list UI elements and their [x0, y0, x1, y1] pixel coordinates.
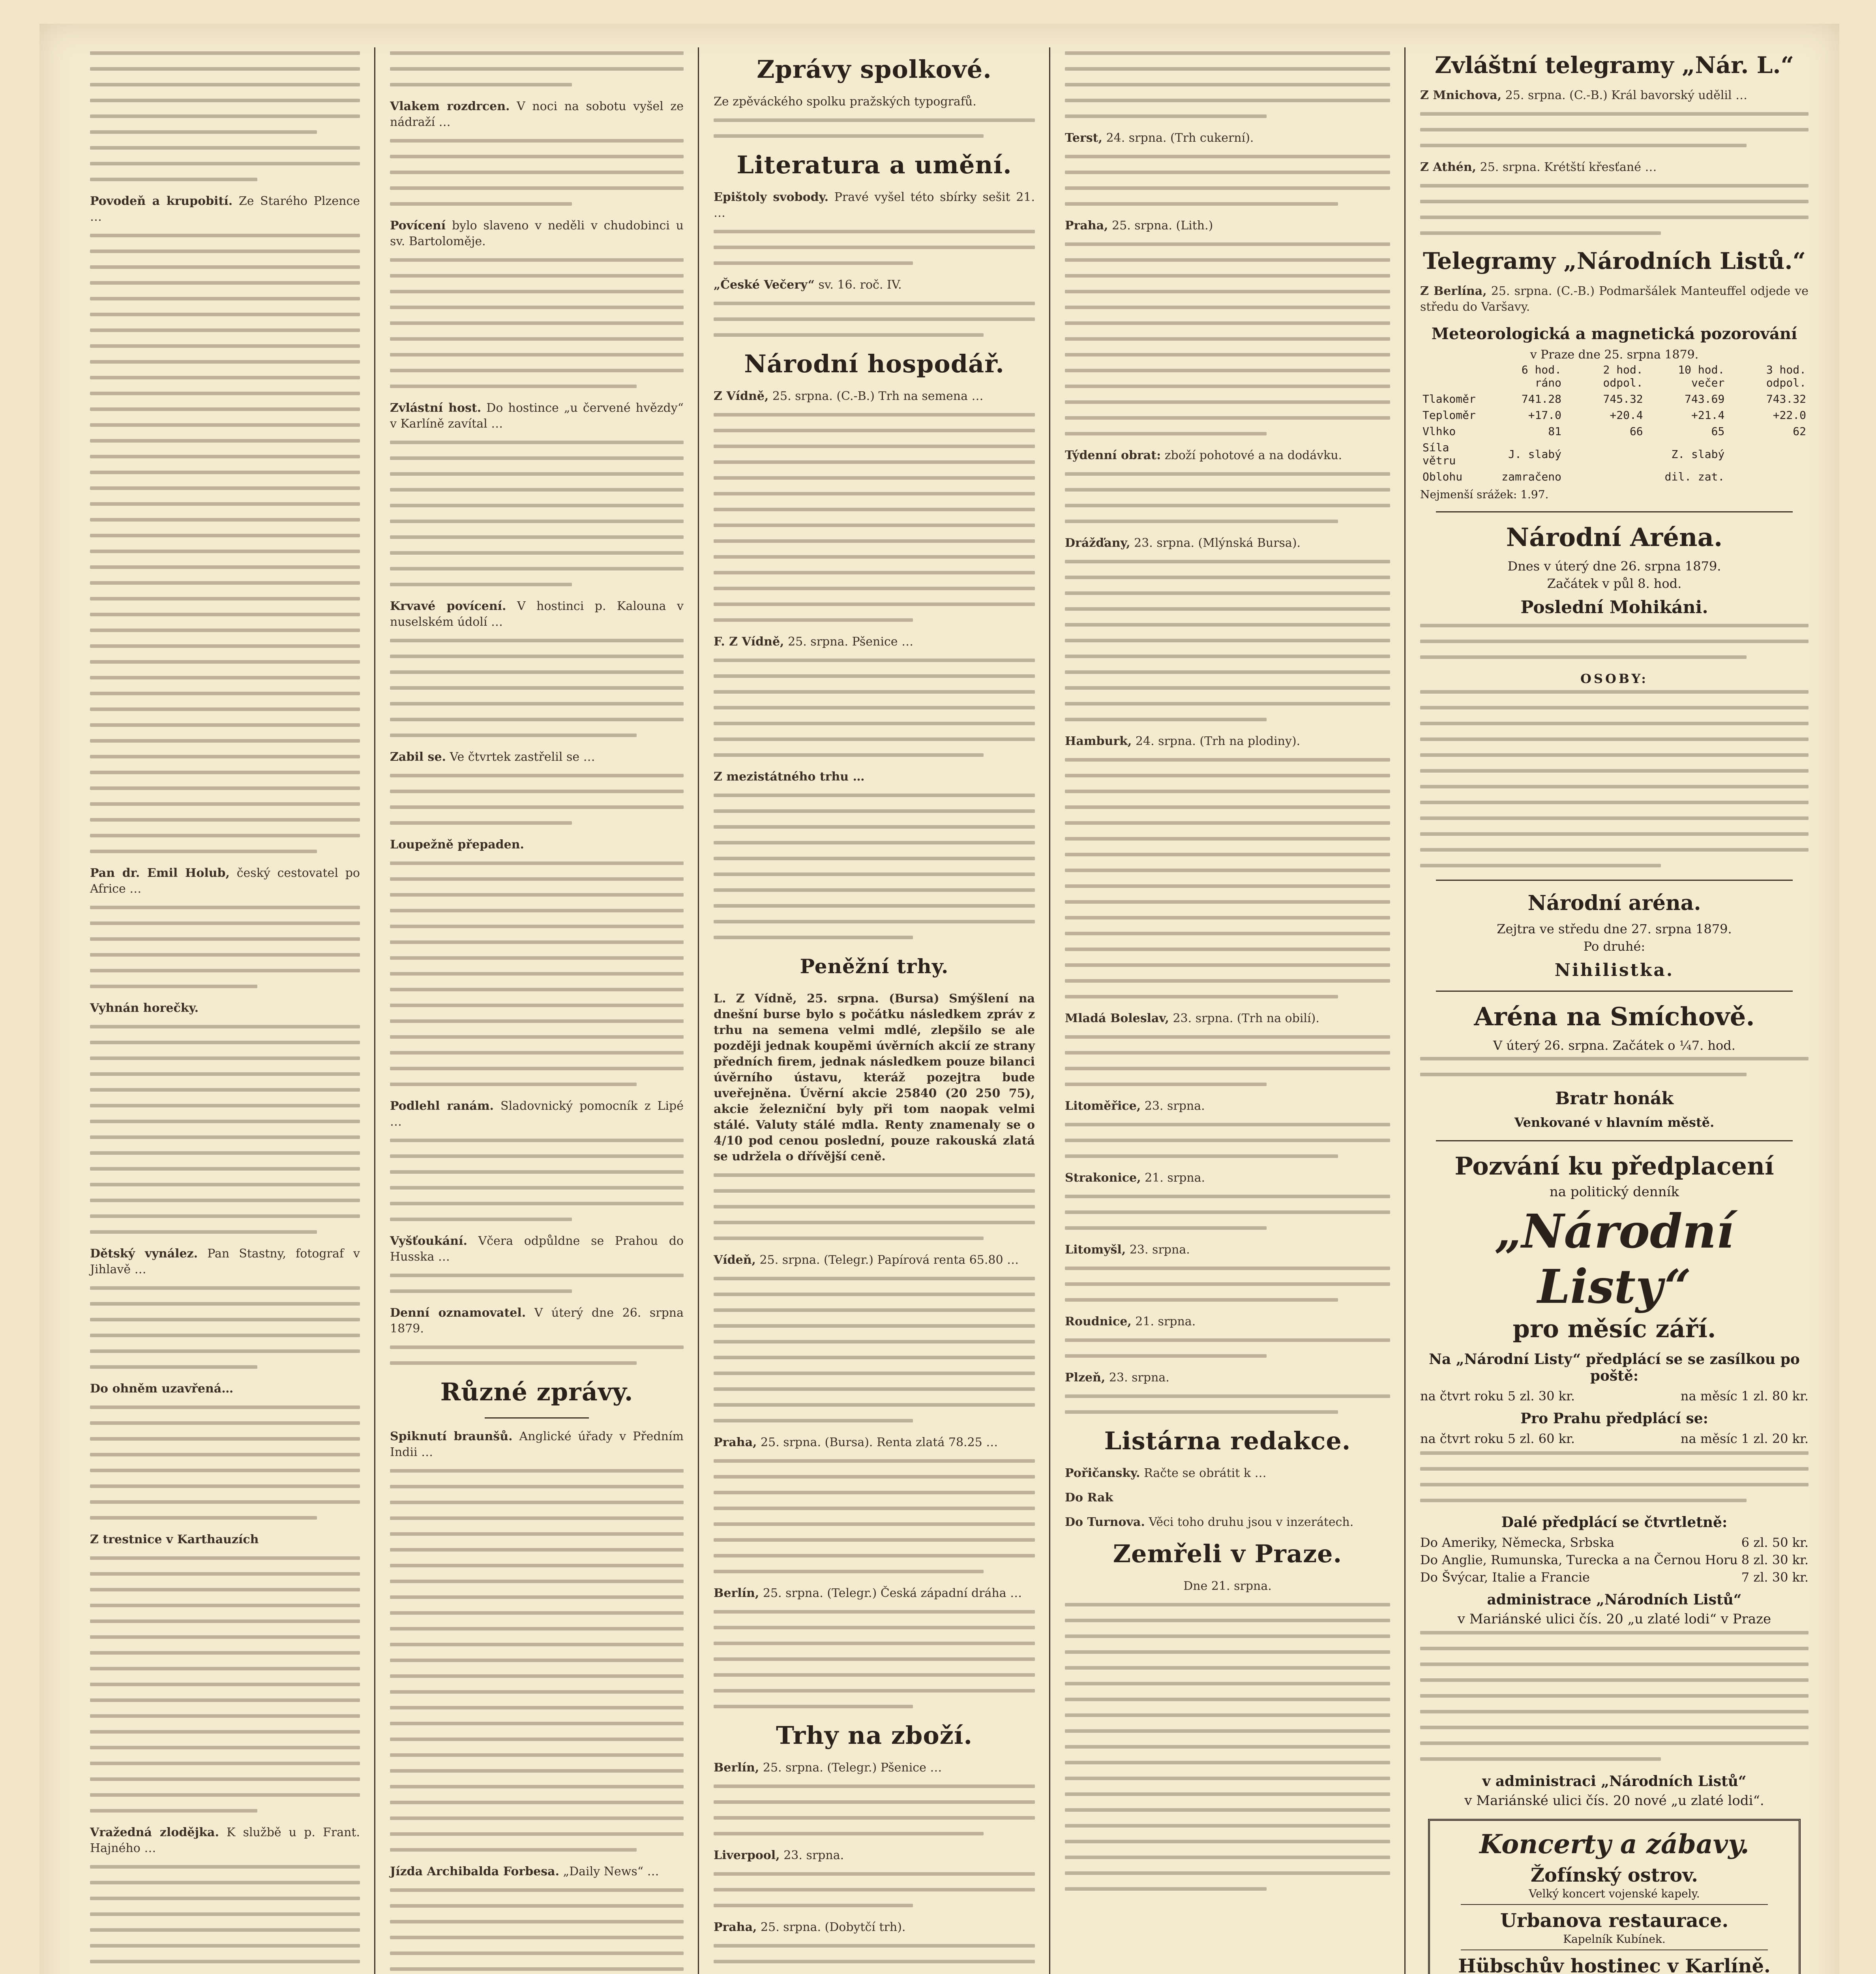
article: Ze zpěváckého spolku pražských typografů.	[714, 95, 976, 109]
arena-date: Dnes v úterý dne 26. srpna 1879.	[1507, 559, 1721, 574]
subscription-heading: Pozvání ku předplacení	[1454, 1152, 1774, 1180]
section-heading-literatura: Literatura a umění.	[737, 150, 1012, 179]
article: Drážďany, 23. srpna. (Mlýnská Bursa).	[1065, 536, 1301, 550]
subscription-sub: na politický denník	[1549, 1184, 1679, 1200]
venue-name: Urbanova restaurace.	[1500, 1910, 1729, 1932]
article: L. Z Vídně, 25. srpna. (Bursa) Smýšlení na dnešní burse bylo s počátku následkem zpráv z trhu na semena velmi mdlé, zlepšilo se ale později jednak koupěmi úvěrních akcií ze strany předních firem, jednak následkem pouze bilanci úvěrního ústavu, kteráž pozejtra bude uveřejněna. Úvěrní akcie 25840 (20 250 75), akcie železniční byly při tom naopak velmi stálé. Valuty stálé mdla. Renty znamenaly se o 4/10 pod cenou poslední, pouze rakouská zlatá se udržela o dřívější ceně.	[714, 992, 1035, 1163]
meteo-section	[1420, 325, 1809, 501]
article: Z mezistátného trhu …	[714, 770, 865, 784]
article: Hamburk, 24. srpna. (Trh na plodiny).	[1065, 734, 1301, 748]
article: Vídeň, 25. srpna. (Telegr.) Papírová renta 65.80 …	[714, 1253, 1019, 1267]
section-heading-trhy-na-zbozi: Trhy na zboží.	[776, 1721, 973, 1750]
article: Jízda Archibalda Forbesa. „Daily News“ …	[390, 1865, 659, 1878]
section-heading-zpravy-spolkove: Zprávy spolkové.	[757, 55, 992, 84]
arena-start: Začátek v půl 8. hod.	[1547, 576, 1682, 591]
table-row: Síla větru J. slabý Z. slabý	[1422, 441, 1725, 467]
article: Povícení bylo slaveno v neděli v chudobinci u sv. Bartoloměje.	[390, 219, 684, 248]
arena-play-title: Poslední Mohikáni.	[1520, 597, 1708, 617]
price-row: Do Anglie, Rumunska, Turecka a na Černou Horu 8 zl. 30 kr.	[1420, 1552, 1809, 1567]
section-heading-penezni-trhy: Peněžní trhy.	[800, 955, 949, 978]
article: Vyhnán horečky.	[90, 1001, 199, 1015]
article: Plzeň, 23. srpna.	[1065, 1371, 1169, 1385]
article: Do ohněm uzavřená…	[90, 1382, 234, 1396]
subscription-ad	[1420, 1152, 1809, 1809]
subscription-label: Na „Národní Listy“ předplácí se se zasílkou po poště:	[1429, 1351, 1800, 1384]
article: Pan dr. Emil Holub, český cestovatel po Africe …	[90, 866, 360, 896]
article: Loupežně přepaden.	[390, 838, 524, 852]
arena-narodni	[1420, 523, 1809, 867]
admin-heading: administrace „Národních Listů“	[1487, 1591, 1742, 1608]
column-5	[1409, 47, 1820, 1974]
article: Praha, 25. srpna. (Lith.)	[1065, 219, 1213, 233]
article: Praha, 25. srpna. (Bursa). Renta zlatá 78.25 …	[714, 1435, 998, 1449]
section-heading-ruzne-zpravy: Různé zprávy.	[440, 1377, 633, 1406]
article: Mladá Boleslav, 23. srpna. (Trh na obilí).	[1065, 1011, 1319, 1025]
meteo-footnote: Nejmenší srážek: 1.97.	[1420, 488, 1549, 501]
venue-name: Hübschův hostinec v Karlíně.	[1458, 1955, 1771, 1974]
concerts-heading: Koncerty a zábavy.	[1479, 1829, 1749, 1860]
table-row: Vlhko 81 66 65 62	[1422, 425, 1806, 438]
arena-date: Zejtra ve středu dne 27. srpna 1879.	[1497, 921, 1732, 936]
date-line: Dne 21. srpna.	[1183, 1579, 1272, 1593]
section-heading-narodni-hospodar: Národní hospodář.	[744, 349, 1005, 378]
admin-address: v Mariánské ulici čís. 20 „u zlaté lodi“ v Praze	[1457, 1611, 1771, 1627]
article: Vlakem rozdrcen. V noci na sobotu vyšel ze nádraží …	[390, 99, 684, 129]
article: Týdenní obrat: zboží pohotové a na dodávku.	[1065, 448, 1342, 462]
article: Spiknutí braunšů. Anglické úřady v Předním Indii …	[390, 1430, 684, 1459]
section-heading-zemreli: Zemřeli v Praze.	[1113, 1539, 1342, 1568]
article: Pořičansky. Račte se obrátit k …	[1065, 1466, 1267, 1480]
price-row: Do Ameriky, Německa, Srbska 6 zl. 50 kr.	[1420, 1535, 1809, 1550]
article: Povodeň a krupobití. Ze Starého Plzence …	[90, 194, 360, 224]
column-2	[379, 47, 695, 1974]
article: Litoměřice, 23. srpna.	[1065, 1099, 1205, 1113]
article: „České Večery“ sv. 16. roč. IV.	[714, 278, 902, 292]
article: F. Z Vídně, 25. srpna. Pšenice …	[714, 635, 914, 649]
article: Dětský vynález. Pan Stastny, fotograf v Jihlavě …	[90, 1247, 360, 1276]
arena-note: Po druhé:	[1583, 939, 1645, 954]
meteo-table: 6 hod. ráno 2 hod. odpol. 10 hod. večer 3 hod. odpol. Tlakoměr 741.28 745.32 743.69 743.32 Teploměr +17.0 +20.4 +21.4 +22.0 Vlhko 81 66 65 62 Síla větru J. slabý Z. slabý Oblohu zamračeno dil. zat.	[1420, 362, 1809, 485]
column-4	[1054, 47, 1401, 1974]
article: Praha, 25. srpna. (Dobytčí trh).	[714, 1920, 906, 1934]
admin-heading: v administraci „Národních Listů“	[1482, 1773, 1747, 1790]
arena-cast-label: OSOBY:	[1580, 671, 1649, 686]
article: Z Vídně, 25. srpna. (C.-B.) Trh na semena …	[714, 389, 984, 403]
article: Roudnice, 21. srpna.	[1065, 1315, 1196, 1329]
arena-narodni-2	[1420, 891, 1809, 980]
arena-heading: Národní Aréna.	[1506, 523, 1723, 552]
article: Vyšťoukání. Včera odpůldne se Prahou do Husska …	[390, 1234, 684, 1264]
heading-zvlastni-telegramy: Zvláštní telegramy „Nár. L.“	[1435, 52, 1794, 79]
arena-smichov	[1420, 1002, 1809, 1130]
article: Epištoly svobody. Pravé vyšel této sbírky sešit 21. …	[714, 190, 1035, 220]
arena-play-title: Nihilistka.	[1554, 960, 1674, 980]
arena-heading: Aréna na Smíchově.	[1474, 1002, 1755, 1032]
price-row: na čtvrt roku 5 zl. 60 kr. na měsíc 1 zl. 20 kr.	[1420, 1431, 1809, 1446]
table-row: Oblohu zamračeno dil. zat.	[1422, 470, 1725, 483]
article: Vražedná zlodějka. K službě u p. Frant. Hajného …	[90, 1826, 360, 1855]
admin-address: v Mariánské ulici čís. 20 nové „u zlaté lodi“.	[1464, 1793, 1764, 1809]
article: Podlehl ranám. Sladovnický pomocník z Lipé …	[390, 1099, 684, 1129]
meteo-heading: Meteorologická a magnetická pozorování	[1431, 325, 1797, 343]
column-1	[79, 47, 371, 1974]
newspaper-name: „Národní Listy“	[1494, 1204, 1734, 1314]
article: Berlín, 25. srpna. (Telegr.) Pšenice …	[714, 1761, 942, 1775]
column-rule	[374, 47, 375, 1974]
article: Zvlástní host. Do hostince „u červené hvězdy“ v Karlíně zavítal …	[390, 401, 684, 431]
article: Terst, 24. srpna. (Trh cukerní).	[1065, 131, 1254, 145]
arena-date: V úterý 26. srpna. Začátek o ¼7. hod.	[1493, 1038, 1735, 1053]
arena-heading: Národní aréna.	[1527, 891, 1701, 915]
article: Strakonice, 21. srpna.	[1065, 1171, 1205, 1185]
article: Zabil se. Ve čtvrtek zastřelil se …	[390, 750, 595, 764]
venue-note: Kapelník Kubínek.	[1563, 1933, 1666, 1946]
price-row: Do Švýcar, Italie a Francie 7 zl. 30 kr.	[1420, 1570, 1809, 1585]
subscription-label: Dalé předplácí se čtvrtletně:	[1501, 1514, 1728, 1531]
meteo-subtitle: v Praze dne 25. srpna 1879.	[1530, 348, 1699, 362]
column-rule	[698, 47, 699, 1974]
article: Do Rak	[1065, 1491, 1113, 1505]
table-row: Tlakoměr 741.28 745.32 743.69 743.32	[1422, 392, 1806, 405]
arena-play-title: Bratr honák	[1555, 1088, 1674, 1109]
venue-note: Velký koncert vojenské kapely.	[1529, 1887, 1700, 1900]
section-heading-listarna: Listárna redakce.	[1104, 1426, 1351, 1455]
article: Krvavé povícení. V hostinci p. Kalouna v nuselském údolí …	[390, 599, 684, 629]
price-row: na čtvrt roku 5 zl. 30 kr. na měsíc 1 zl. 80 kr.	[1420, 1389, 1809, 1404]
article: Z trestnice v Karthauzích	[90, 1533, 259, 1546]
newspaper-page	[39, 24, 1839, 1974]
article: Litomyšl, 23. srpna.	[1065, 1243, 1190, 1257]
venue-name: Žofínský ostrov.	[1530, 1864, 1698, 1886]
article: Berlín, 25. srpna. (Telegr.) Česká západní dráha …	[714, 1586, 1022, 1600]
column-3	[703, 47, 1046, 1974]
article: Z Mnichova, 25. srpna. (C.-B.) Král bavorský udělil …	[1420, 88, 1748, 102]
article: Z Berlína, 25. srpna. (C.-B.) Podmaršálek Manteuffel odjede ve středu do Varšavy.	[1420, 284, 1809, 314]
column-rule	[1404, 47, 1406, 1974]
article: Denní oznamovatel. V úterý dne 26. srpna 1879.	[390, 1306, 684, 1336]
subscription-label: Pro Prahu předplácí se:	[1520, 1410, 1708, 1427]
concerts-box	[1428, 1819, 1801, 1974]
arena-play-extra: Venkované v hlavním městě.	[1514, 1115, 1715, 1130]
table-row: Teploměr +17.0 +20.4 +21.4 +22.0	[1422, 409, 1806, 422]
article: Liverpool, 23. srpna.	[714, 1848, 844, 1862]
heading-telegramy-nl: Telegramy „Národních Listů.“	[1423, 248, 1806, 274]
article: Do Turnova. Věci toho druhu jsou v inzerátech.	[1065, 1515, 1354, 1529]
subscription-month: pro měsíc září.	[1512, 1314, 1716, 1343]
column-rule	[1049, 47, 1050, 1974]
article: Z Athén, 25. srpna. Krétští křesťané …	[1420, 160, 1657, 174]
